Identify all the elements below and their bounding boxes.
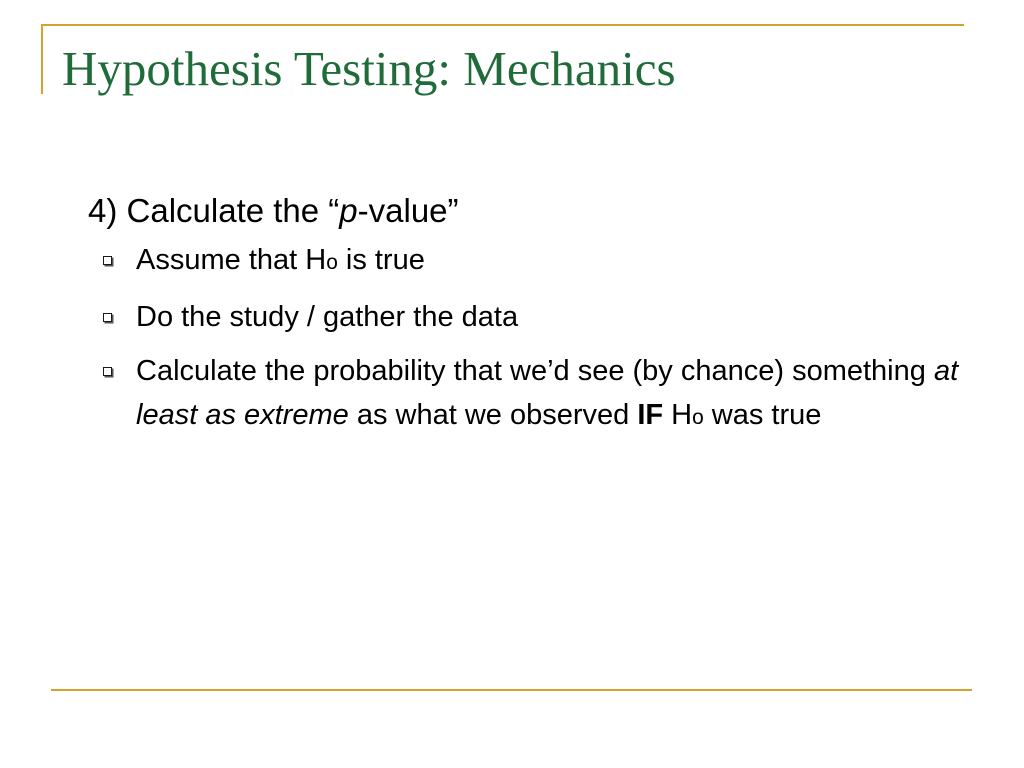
bullet-text-part: is true xyxy=(337,244,425,276)
bold-text: IF xyxy=(637,399,664,431)
square-bullet-icon xyxy=(103,256,112,265)
bullet-item-study xyxy=(88,295,968,339)
bullet-text xyxy=(136,355,958,431)
bullet-item-probability xyxy=(88,349,968,440)
main-point xyxy=(88,188,968,234)
h-subscript: o xyxy=(326,251,338,274)
bullet-item-assume xyxy=(88,238,968,285)
main-point-suffix: -value” xyxy=(357,192,459,229)
frame-left-rule xyxy=(41,24,43,94)
slide-body xyxy=(88,188,968,450)
square-bullet-icon xyxy=(103,313,112,322)
bullet-text-part: Calculate the probability that we’d see (by chance) something xyxy=(136,355,934,387)
slide-title: Hypothesis Testing: Mechanics xyxy=(62,41,676,96)
bullet-text-part: as what we observed xyxy=(348,399,638,431)
bullet-text xyxy=(136,244,425,276)
frame-bottom-rule xyxy=(51,689,972,691)
h-subscript: o xyxy=(692,406,704,429)
square-bullet-icon xyxy=(103,367,112,376)
bullet-text-part: was true xyxy=(703,399,822,431)
frame-top-rule xyxy=(41,24,964,26)
bullet-text-part: Assume that H xyxy=(136,244,327,276)
p-letter: p xyxy=(339,192,358,229)
bullet-text: Do the study / gather the data xyxy=(136,301,519,333)
bullet-list xyxy=(88,238,968,440)
main-point-prefix: 4) Calculate the “ xyxy=(88,192,340,229)
bullet-text-part: H xyxy=(663,399,693,431)
emphasis-text: at least as extreme xyxy=(136,355,959,431)
